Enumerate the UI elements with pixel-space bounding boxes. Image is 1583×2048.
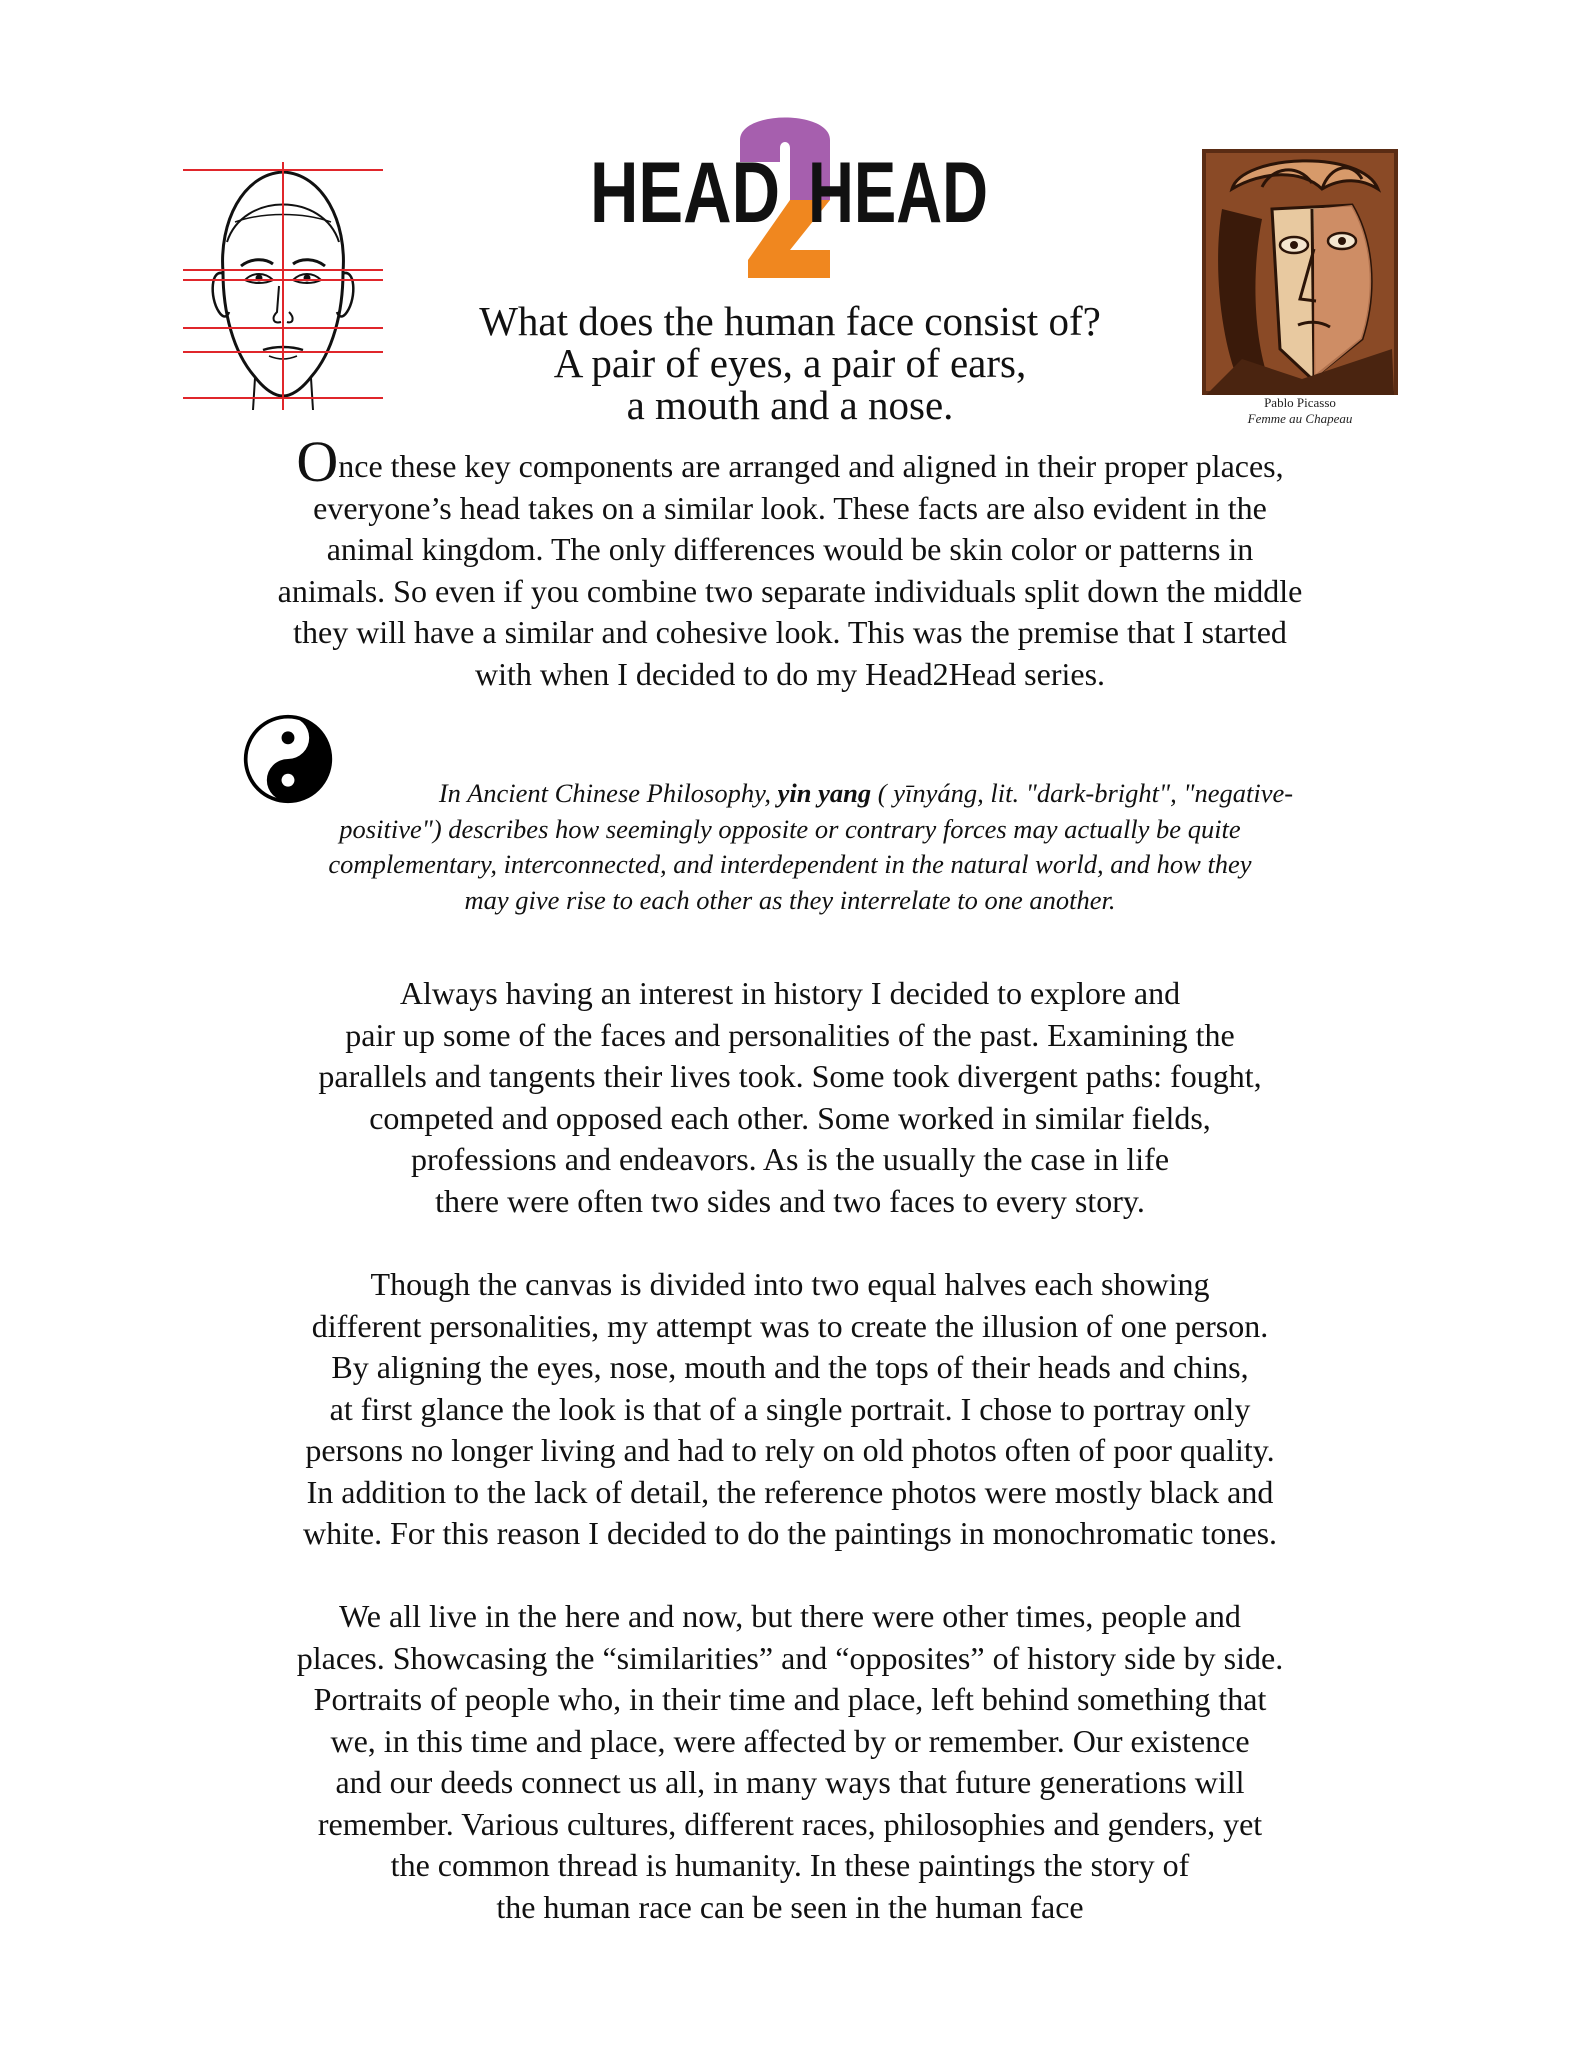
yin-yang-line-start: In Ancient Chinese Philosophy,: [438, 778, 778, 808]
headline-question: [420, 300, 1160, 426]
paragraph-line: By aligning the eyes, nose, mouth and the tops of their heads and chins,: [331, 1349, 1249, 1385]
paragraph-line: In addition to the lack of detail, the reference photos were mostly black and: [306, 1473, 1274, 1510]
paragraph-line: the common thread is humanity. In these paintings the story of: [390, 1847, 1190, 1883]
intro-line: animals. So even if you combine two separate individuals split down the middle: [277, 572, 1303, 609]
paragraph-line: persons no longer living and had to rely on old photos often of poor quality.: [305, 1432, 1275, 1468]
paragraph-line: we, in this time and place, were affected by or remember. Our existence: [330, 1722, 1250, 1759]
canvas-paragraph: [190, 1264, 1390, 1555]
paragraph-line: and our deeds connect us all, in many ways that future generations will: [335, 1764, 1245, 1800]
painting-figure: [1202, 149, 1398, 431]
here-and-now-paragraph: [190, 1596, 1390, 1928]
paragraph-line: Always having an interest in history I decided to explore and: [399, 975, 1181, 1011]
paragraph-line: pair up some of the faces and personalities of the past. Examining the: [345, 1016, 1235, 1053]
paragraph-line: professions and endeavors. As is the usually the case in life: [410, 1141, 1170, 1177]
yin-yang-line: complementary, interconnected, and interdependent in the natural world, and how they: [328, 849, 1252, 879]
drop-cap: O: [296, 429, 339, 494]
question-line: A pair of eyes, a pair of ears,: [553, 340, 1027, 386]
painting-artist: Pablo Picasso: [1264, 395, 1336, 410]
intro-first-line: [190, 429, 1390, 494]
paragraph-line: Portraits of people who, in their time and place, left behind something that: [313, 1681, 1267, 1717]
paragraph-line: white. For this reason I decided to do the paintings in monochromatic tones.: [302, 1515, 1278, 1551]
yin-yang-line: [190, 776, 1390, 812]
intro-line: everyone’s head takes on a similar look. These facts are also evident in the: [313, 489, 1267, 526]
paragraph-line: different personalities, my attempt was to create the illusion of one person.: [311, 1307, 1269, 1344]
yin-yang-line: positive") describes how seemingly opposite or contrary forces may actually be quite: [339, 813, 1241, 844]
logo-right-word: HEAD: [808, 145, 988, 241]
paragraph-line: competed and opposed each other. Some worked in similar fields,: [369, 1099, 1211, 1136]
yin-yang-definition: [190, 776, 1390, 918]
question-line: What does the human face consist of?: [479, 298, 1101, 344]
paragraph-line: the human race can be seen in the human face: [496, 1888, 1084, 1925]
logo-number: 2: [580, 100, 581, 101]
intro-first-line-text: nce these key components are arranged and aligned in their proper places,: [338, 448, 1284, 484]
paragraph-line: remember. Various cultures, different races, philosophies and genders, yet: [317, 1805, 1263, 1842]
yin-yang-term: yin yang: [777, 778, 872, 808]
yin-yang-line-end: ( yīnyáng, lit. "dark-bright", "negative-: [871, 778, 1294, 808]
question-line: a mouth and a nose.: [626, 382, 954, 428]
painting-title: Femme au Chapeau: [1247, 411, 1353, 426]
paragraph-line: there were often two sides and two faces to every story.: [435, 1182, 1145, 1219]
head2head-logo: [580, 100, 1000, 280]
intro-line: they will have a similar and cohesive look. This was the premise that I started: [293, 614, 1287, 650]
paragraph-line: Though the canvas is divided into two equal halves each showing: [370, 1266, 1210, 1302]
intro-line: with when I decided to do my Head2Head series.: [474, 655, 1106, 692]
face-proportion-sketch: [183, 162, 383, 410]
paragraph-line: places. Showcasing the “similarities” and “opposites” of history side by side.: [296, 1639, 1284, 1676]
logo-left-word: HEAD: [590, 145, 780, 241]
paragraph-line: at first glance the look is that of a single portrait. I chose to portray only: [329, 1390, 1251, 1427]
paragraph-line: parallels and tangents their lives took. Some took divergent paths: fought,: [318, 1058, 1262, 1094]
intro-paragraph: [190, 429, 1390, 695]
paragraph-line: We all live in the here and now, but there were other times, people and: [339, 1598, 1241, 1634]
intro-line: animal kingdom. The only differences would be skin color or patterns in: [326, 531, 1254, 567]
history-paragraph: [190, 973, 1390, 1222]
picasso-painting-image: [1202, 149, 1398, 395]
yin-yang-line: may give rise to each other as they interrelate to one another.: [464, 884, 1116, 915]
